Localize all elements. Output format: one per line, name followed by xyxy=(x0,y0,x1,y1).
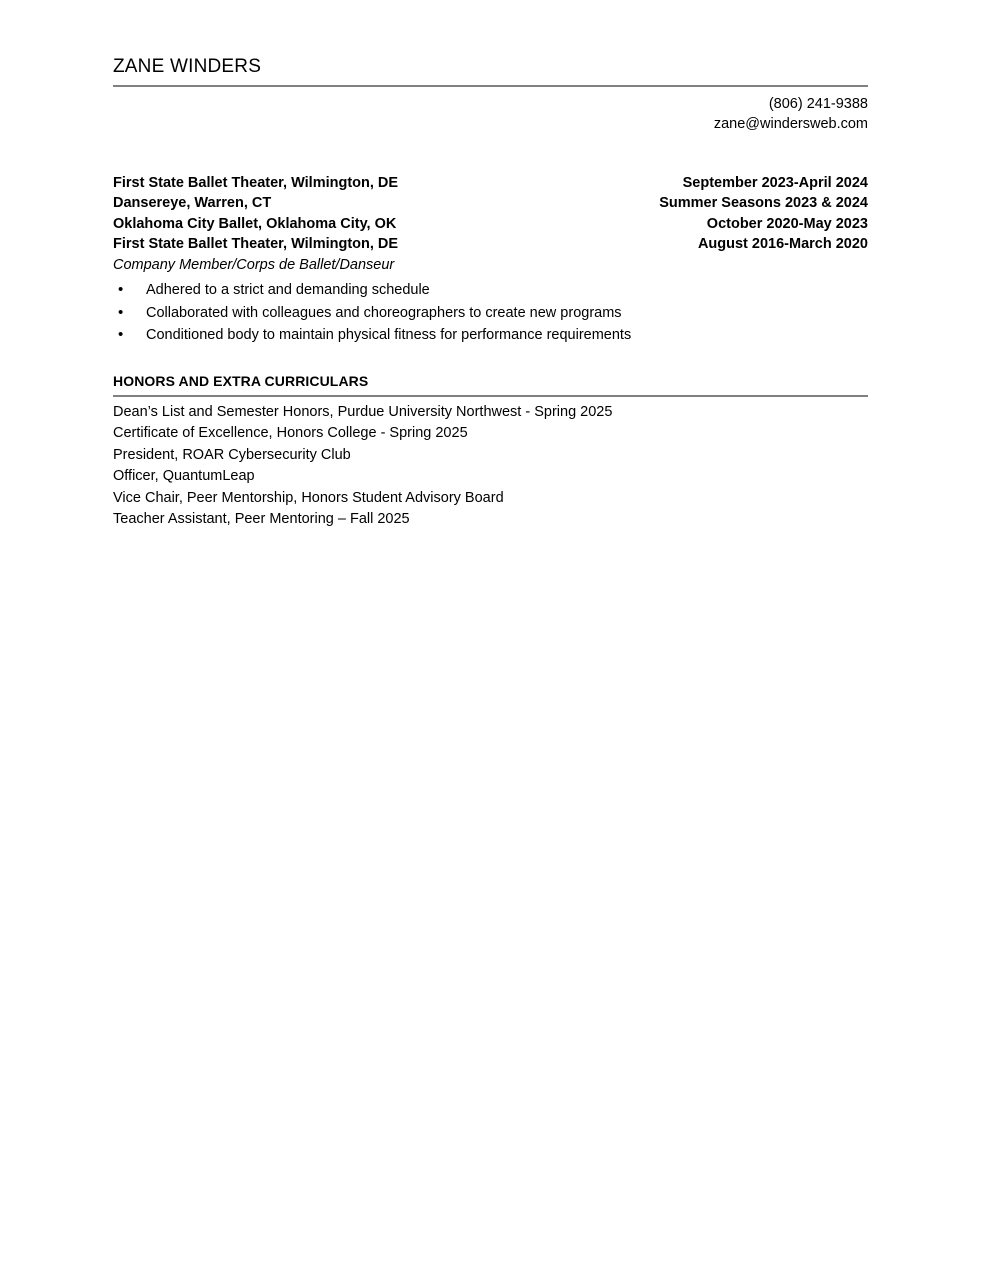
contact-phone: (806) 241-9388 xyxy=(768,95,868,112)
list-item: President, ROAR Cybersecurity Club xyxy=(113,446,351,463)
list-item: Teacher Assistant, Peer Mentoring – Fall 2025 xyxy=(113,511,410,528)
list-item: Officer, QuantumLeap xyxy=(113,468,255,485)
experience-row xyxy=(113,234,868,254)
header xyxy=(113,0,868,87)
contact-info xyxy=(113,94,868,135)
employment-dates: August 2016-March 2020 xyxy=(697,235,868,252)
experience-row xyxy=(113,173,868,193)
list-item: Dean’s List and Semester Honors, Purdue University Northwest - Spring 2025 xyxy=(113,403,613,420)
experience-section xyxy=(113,173,868,346)
document-content xyxy=(113,0,868,530)
employment-dates: Summer Seasons 2023 & 2024 xyxy=(659,195,868,212)
contact-email: zane@windersweb.com xyxy=(713,116,868,133)
list-item: Vice Chair, Peer Mentorship, Honors Student Advisory Board xyxy=(113,489,504,506)
job-title: Company Member/Corps de Ballet/Danseur xyxy=(113,257,395,274)
experience-row xyxy=(113,214,868,234)
employer-name: Dansereye, Warren, CT xyxy=(113,195,272,212)
employer-name: Oklahoma City Ballet, Oklahoma City, OK xyxy=(113,215,397,232)
list-item: Certificate of Excellence, Honors College - Spring 2025 xyxy=(113,425,468,442)
list-item: • Collaborated with colleagues and choreographers to create new programs xyxy=(113,303,868,324)
employment-dates: September 2023-April 2024 xyxy=(682,174,868,191)
employer-name: First State Ballet Theater, Wilmington, DE xyxy=(113,174,399,191)
experience-row xyxy=(113,193,868,213)
employment-dates: October 2020-May 2023 xyxy=(706,215,868,232)
list-item: • Conditioned body to maintain physical fitness for performance requirements xyxy=(113,325,868,346)
header-divider xyxy=(113,85,868,87)
list-item: • Adhered to a strict and demanding schedule xyxy=(113,280,868,301)
page-title: ZANE WINDERS xyxy=(113,56,262,77)
employer-name: First State Ballet Theater, Wilmington, DE xyxy=(113,235,399,252)
section-divider xyxy=(113,395,868,397)
responsibility-list xyxy=(113,280,868,347)
honors-section xyxy=(113,372,868,530)
section-heading: HONORS AND EXTRA CURRICULARS xyxy=(113,373,369,390)
honors-list xyxy=(113,402,868,530)
